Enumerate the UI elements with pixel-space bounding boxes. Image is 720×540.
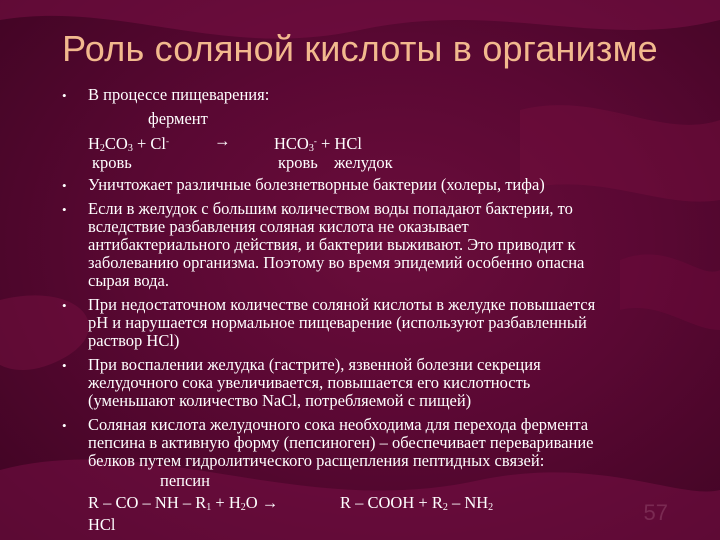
bullet-marker: •: [62, 418, 67, 433]
pepsin-label: пепсин: [160, 471, 210, 490]
bullet-dilution: [62, 200, 652, 290]
location-blood: кровь: [92, 153, 132, 172]
pepsin-label-line: [62, 472, 652, 494]
arrow-icon: →: [214, 131, 231, 150]
equation-peptide: [62, 494, 652, 516]
bullet-marker: •: [62, 358, 67, 373]
bullet-gastritis: [62, 356, 652, 410]
bullet-marker: •: [62, 178, 67, 193]
enzyme-label: фермент: [148, 109, 208, 128]
bullet-deficiency: [62, 296, 652, 350]
equation-left: $H_2CO_3 + Cl^-$: [88, 134, 169, 154]
hcl-label-line: [62, 516, 652, 538]
bullet-digestion: [62, 86, 652, 104]
bullet-text: Уничтожает различные болезнетворные бактерии (холеры, тифа): [88, 175, 545, 194]
bullet-text-line: заболеванию организма. Поэтому во время эпидемий особенно опасна: [88, 253, 585, 272]
slide-title: Роль соляной кислоты в организме: [62, 28, 658, 69]
bullet-marker: •: [62, 298, 67, 313]
location-stomach: желудок: [334, 153, 393, 172]
bullet-text: В процессе пищеварения:: [88, 85, 270, 104]
bullet-text-line: При недостаточном количестве соляной кислоты в желудке повышается: [88, 295, 596, 314]
enzyme-label-line: [62, 110, 652, 132]
bullet-text-line: желудочного сока увеличивается, повышается его кислотность: [88, 373, 531, 392]
bullet-text-line: сырая вода.: [88, 271, 169, 290]
hcl-label: HCl: [88, 515, 116, 534]
bullet-text-line: антибактериального действия, и бактерии выживают. Это приводит к: [88, 235, 576, 254]
bullet-text-line: Если в желудок с большим количеством воды попадают бактерии, то: [88, 199, 573, 218]
page-number: 57: [643, 500, 668, 525]
bullet-marker: •: [62, 88, 67, 103]
equation-locations: [62, 154, 652, 176]
bullet-text-line: раствор HCl): [88, 331, 180, 350]
slide-content: [62, 86, 652, 538]
equation-carbonate: [62, 132, 652, 154]
peptide-equation-left: R – CO – NH – $R_1 + H_2O$ →: [88, 493, 279, 513]
bullet-text-line: вследствие разбавления соляная кислота не оказывает: [88, 217, 469, 236]
bullet-marker: •: [62, 202, 67, 217]
bullet-text-line: (уменьшают количество NaCl, потребляемой с пищей): [88, 391, 472, 410]
bullet-text-line: Соляная кислота желудочного сока необходима для перехода фермента: [88, 415, 589, 434]
bullet-pepsin: [62, 416, 652, 470]
peptide-equation-right: R – COOH + $R_2 - NH_2$: [340, 493, 494, 513]
bullet-bacteria: [62, 176, 652, 194]
location-blood-2: кровь: [278, 153, 318, 172]
bullet-text-line: pH и нарушается нормальное пищеварение (используют разбавленный: [88, 313, 587, 332]
bullet-text-line: При воспалении желудка (гастрите), язвенной болезни секреция: [88, 355, 541, 374]
equation-right: $HCO_3^-$ + HCl: [274, 134, 362, 154]
bullet-text-line: белков путем гидролитического расщепления пептидных связей:: [88, 451, 545, 470]
bullet-text-line: пепсина в активную форму (пепсиноген) – обеспечивает переваривание: [88, 433, 594, 452]
